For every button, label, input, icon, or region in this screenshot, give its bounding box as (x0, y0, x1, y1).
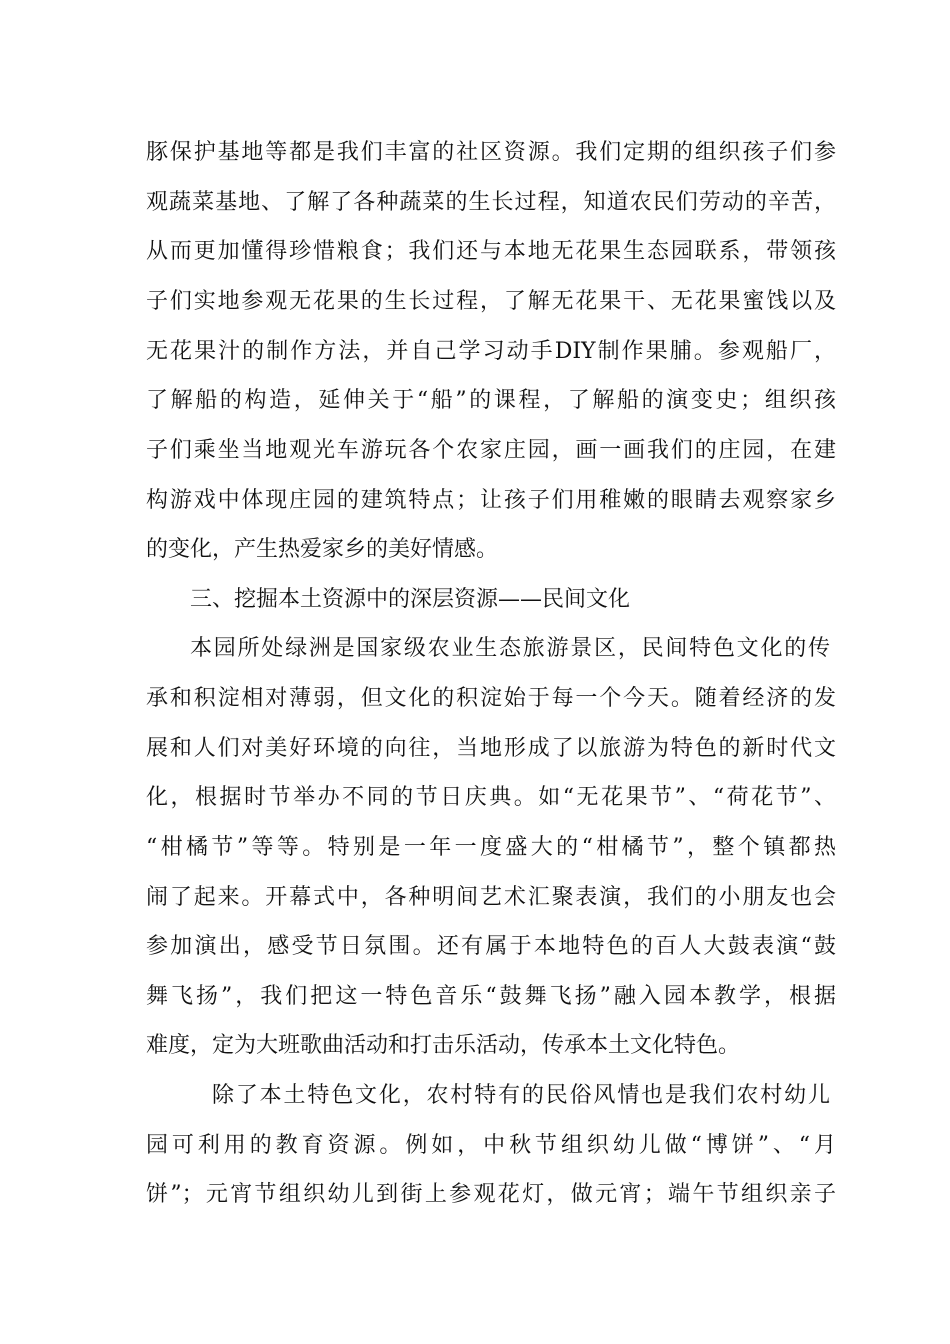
body-text-line: 了解船的构造，延伸关于“船”的课程，了解船的演变史；组织孩 (146, 388, 836, 413)
body-text-line: “柑橘节”等等。特别是一年一度盛大的“柑橘节”，整个镇都热 (146, 835, 836, 860)
body-text-line: 无花果汁的制作方法，并自己学习动手DIY制作果脯。参观船厂， (146, 339, 836, 364)
body-text-line: 的变化，产生热爱家乡的美好情感。 (146, 537, 499, 562)
body-text-line: 承和积淀相对薄弱，但文化的积淀始于每一个今天。随着经济的发 (146, 686, 836, 711)
body-text-line: 从而更加懂得珍惜粮食；我们还与本地无花果生态园联系，带领孩 (146, 239, 836, 264)
body-text-line: 子们实地参观无花果的生长过程，了解无花果干、无花果蜜饯以及 (146, 289, 836, 314)
body-text-line: 园可利用的教育资源。例如，中秋节组织幼儿做“博饼”、“月 (146, 1133, 836, 1158)
body-text-line: 参加演出，感受节日氛围。还有属于本地特色的百人大鼓表演“鼓 (146, 934, 836, 959)
body-text-line: 饼”；元宵节组织幼儿到街上参观花灯，做元宵；端午节组织亲子 (146, 1182, 836, 1207)
body-text-line: 观蔬菜基地、了解了各种蔬菜的生长过程，知道农民们劳动的辛苦， (146, 190, 836, 215)
body-text-line: 除了本土特色文化，农村特有的民俗风情也是我们农村幼儿 (212, 1083, 830, 1108)
body-text-line: 展和人们对美好环境的向往，当地形成了以旅游为特色的新时代文 (146, 736, 836, 761)
body-text-line: 闹了起来。开幕式中，各种明间艺术汇聚表演，我们的小朋友也会 (146, 885, 836, 910)
body-text-line: 豚保护基地等都是我们丰富的社区资源。我们定期的组织孩子们参 (146, 140, 836, 165)
body-text-line: 化，根据时节举办不同的节日庆典。如“无花果节”、“荷花节”、 (146, 785, 836, 810)
body-text-line: 舞飞扬”，我们把这一特色音乐“鼓舞飞扬”融入园本教学，根据 (146, 984, 836, 1009)
body-text-line: 构游戏中体现庄园的建筑特点；让孩子们用稚嫩的眼睛去观察家乡 (146, 488, 836, 513)
body-text-line: 本园所处绿洲是国家级农业生态旅游景区，民间特色文化的传 (190, 636, 830, 661)
body-text-line: 子们乘坐当地观光车游玩各个农家庄园，画一画我们的庄园，在建 (146, 438, 836, 463)
section-heading: 三、挖掘本土资源中的深层资源——民间文化 (190, 587, 631, 612)
body-text-line: 难度，定为大班歌曲活动和打击乐活动，传承本土文化特色。 (146, 1033, 741, 1058)
